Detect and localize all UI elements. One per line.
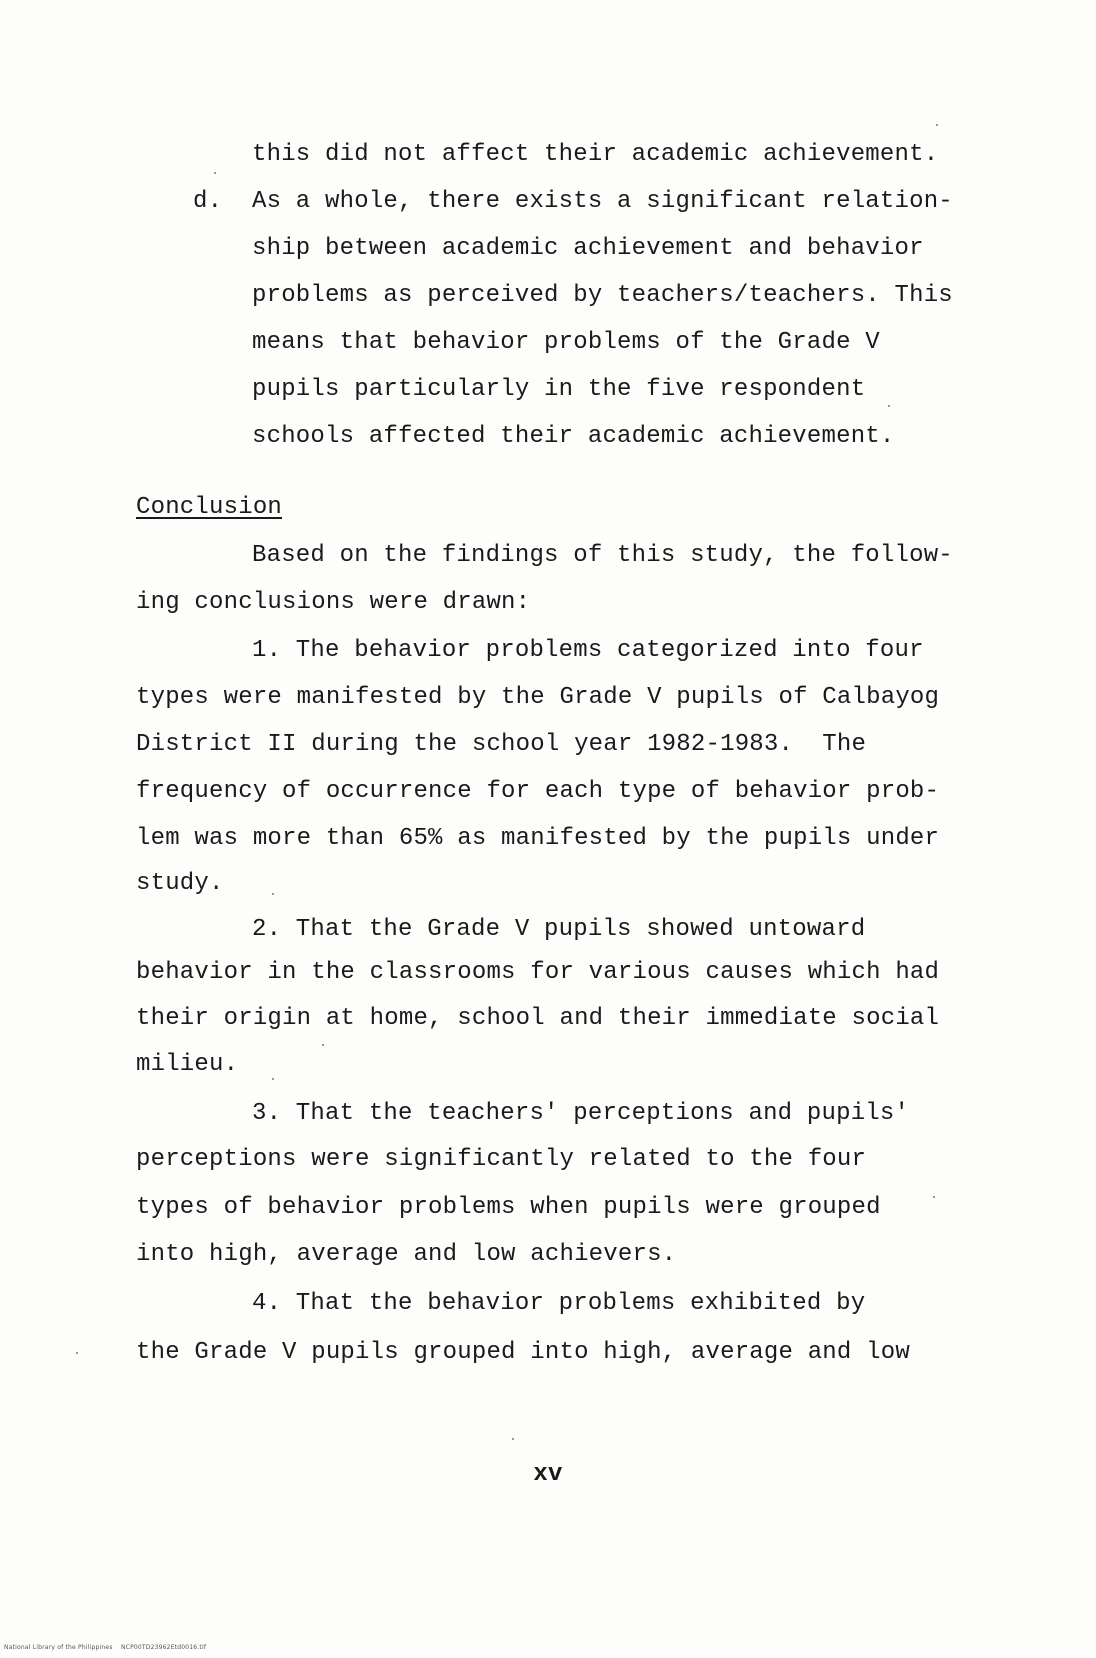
conclusion-2-line: milieu. [136,1051,239,1078]
item-c-tail-line: this did not affect their academic achievement. [252,141,939,168]
conclusion-1-line: lem was more than 65% as manifested by the pupils under [136,825,940,852]
scan-speck [512,1438,514,1440]
item-d-line: ship between academic achievement and behavior [252,235,924,262]
conclusion-1-line: study. [136,870,224,897]
intro-line: Based on the findings of this study, the follow- [252,542,953,569]
conclusion-4-line: the Grade V pupils grouped into high, average and low [136,1339,910,1366]
item-d-line: As a whole, there exists a significant relation- [252,188,953,215]
scan-speck [888,405,890,407]
conclusion-2-line: 2. That the Grade V pupils showed untoward [252,916,866,943]
item-d-marker: d. [193,188,223,215]
conclusion-1-line: District II during the school year 1982-1983. The [136,731,867,758]
item-d-line: pupils particularly in the five respondent [252,376,866,403]
scan-speck [933,1196,935,1198]
intro-line: ing conclusions were drawn: [136,589,531,616]
conclusion-3-line: perceptions were significantly related to the four [136,1146,867,1173]
conclusion-2-line: behavior in the classrooms for various causes which had [136,959,940,986]
scan-speck [322,1044,324,1046]
scan-speck [76,1352,78,1354]
conclusion-4-line: 4. That the behavior problems exhibited by [252,1290,866,1317]
scan-speck [936,124,938,126]
conclusion-3-line: 3. That the teachers' perceptions and pupils' [252,1100,910,1127]
page-number: xv [533,1461,563,1488]
conclusion-1-line: types were manifested by the Grade V pupils of Calbayog [136,684,940,711]
conclusion-1-line: 1. The behavior problems categorized into four [252,637,924,664]
conclusion-3-line: into high, average and low achievers. [136,1241,677,1268]
conclusion-2-line: their origin at home, school and their immediate social [136,1005,940,1032]
scan-footer: National Library of the Philippines NCP00TD23962Etd0016.tif [4,1644,207,1651]
item-d-line: means that behavior problems of the Grade V [252,329,880,356]
section-heading: Conclusion [136,494,283,521]
item-d-line: schools affected their academic achievement. [252,423,895,450]
conclusion-3-line: types of behavior problems when pupils were grouped [136,1194,881,1221]
conclusion-1-line: frequency of occurrence for each type of behavior prob- [136,778,940,805]
item-d-line: problems as perceived by teachers/teachers. This [252,282,953,309]
scan-speck [214,172,216,174]
scan-speck [272,893,274,895]
scan-speck [272,1078,274,1080]
